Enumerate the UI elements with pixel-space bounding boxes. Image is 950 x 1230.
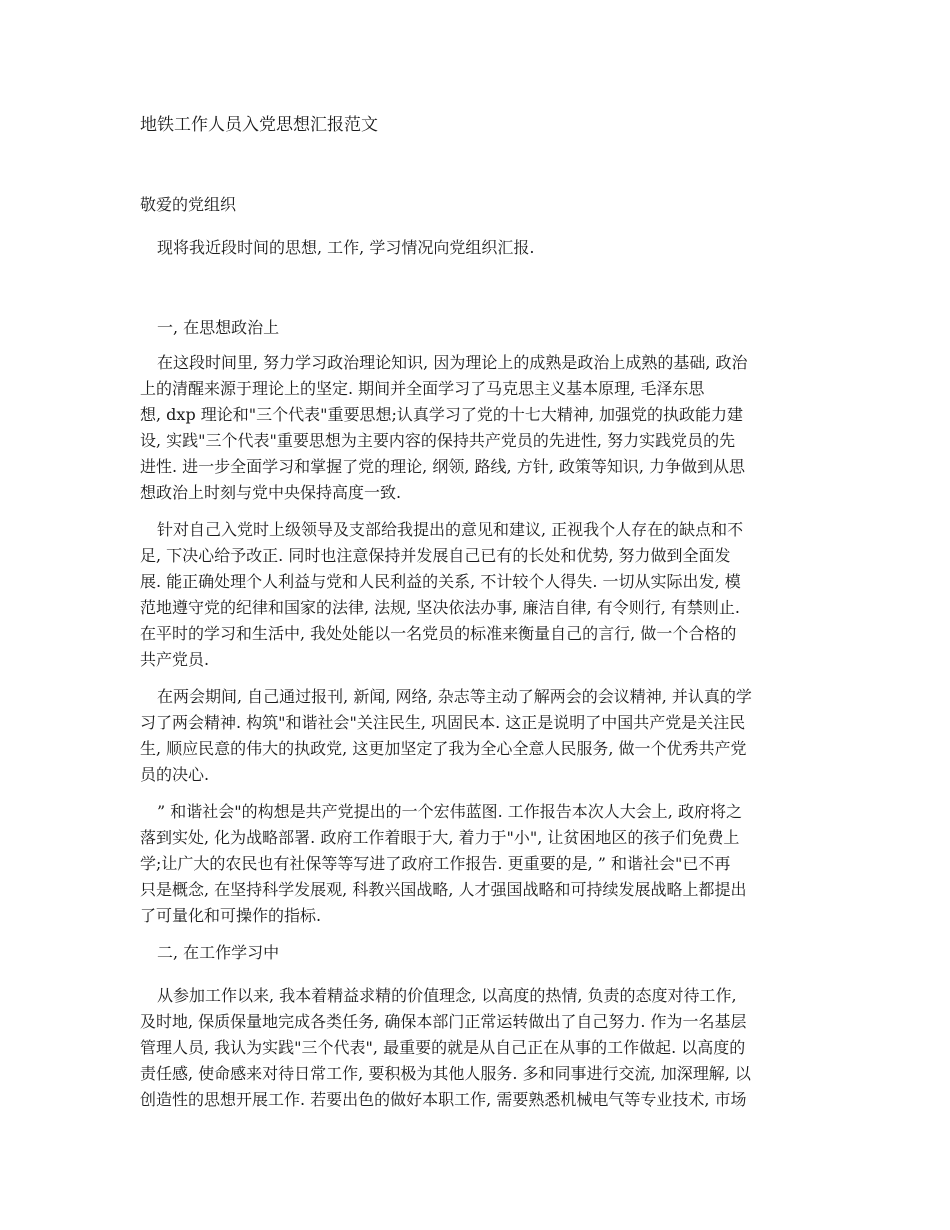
paragraph-line: 了可量化和可操作的指标. (140, 906, 322, 925)
paragraph-line: 上的清醒来源于理论上的坚定. 期间并全面学习了马克思主义基本原理, 毛泽东思 (140, 379, 705, 398)
paragraph-line: 从参加工作以来, 我本着精益求精的价值理念, 以高度的热情, 负责的态度对待工作, (157, 986, 737, 1005)
paragraph-line: 管理人员, 我认为实践"三个代表", 最重要的就是从自己正在从事的工作做起. 以高度的 (140, 1038, 746, 1057)
paragraph-line: 责任感, 使命感来对待日常工作, 要积极为其他人服务. 多和同事进行交流, 加深理解, 以 (140, 1064, 751, 1083)
paragraph-line: 进性. 进一步全面学习和掌握了党的理论, 纲领, 路线, 方针, 政策等知识, 力争做到从思 (140, 457, 746, 476)
paragraph-line: 设, 实践"三个代表"重要思想为主要内容的保持共产党员的先进性, 努力实践党员的先 (140, 431, 736, 450)
paragraph-line: 员的决心. (140, 765, 210, 784)
paragraph-line: 创造性的思想开展工作. 若要出色的做好本职工作, 需要熟悉机械电气等专业技术, 市场 (140, 1090, 747, 1109)
document-title: 地铁工作人员入党思想汇报范文 (140, 115, 378, 135)
paragraph-line: 及时地, 保质保量地完成各类任务, 确保本部门正常运转做出了自己努力. 作为一名基层 (140, 1012, 747, 1031)
paragraph-line: 想, dxp 理论和"三个代表"重要思想;认真学习了党的十七大精神, 加强党的执政能力建 (140, 405, 744, 424)
paragraph-line: 在平时的学习和生活中, 我处处能以一名党员的标准来衡量自己的言行, 做一个合格的 (140, 624, 737, 643)
paragraph-line: 习了两会精神. 构筑"和谐社会"关注民生, 巩固民本. 这正是说明了中国共产党是关注民 (140, 713, 746, 732)
section-heading-2: 二, 在工作学习中 (157, 943, 280, 962)
paragraph-line: 共产党员. (140, 650, 210, 669)
paragraph-line: 足, 下决心给予改正. 同时也注意保持并发展自己已有的长处和优势, 努力做到全面发 (140, 546, 731, 565)
paragraph-line: 展. 能正确处理个人利益与党和人民利益的关系, 不计较个人得失. 一切从实际出发, 模 (140, 572, 741, 591)
paragraph-line: 生, 顺应民意的伟大的执政党, 这更加坚定了我为全心全意人民服务, 做一个优秀共产党 (140, 739, 747, 758)
paragraph-line: 在两会期间, 自己通过报刊, 新闻, 网络, 杂志等主动了解两会的会议精神, 并认真的学 (157, 687, 752, 706)
paragraph-line: 只是概念, 在坚持科学发展观, 科教兴国战略, 人才强国战略和可持续发展战略上都提出 (140, 880, 747, 899)
paragraph-line: 在这段时间里, 努力学习政治理论知识, 因为理论上的成熟是政治上成熟的基础, 政治 (157, 353, 748, 372)
paragraph-line: 针对自己入党时上级领导及支部给我提出的意见和建议, 正视我个人存在的缺点和不 (157, 520, 744, 539)
salutation: 敬爱的党组织 (140, 195, 237, 214)
paragraph-line: ” 和谐社会"的构想是共产党提出的一个宏伟蓝图. 工作报告本次人大会上, 政府将之 (157, 802, 742, 821)
section-heading-1: 一, 在思想政治上 (157, 318, 280, 337)
paragraph-line: 范地遵守党的纪律和国家的法律, 法规, 坚决依法办事, 廉洁自律, 有令则行, 有禁则止. (140, 598, 740, 617)
paragraph-line: 想政治上时刻与党中央保持高度一致. (140, 483, 402, 502)
paragraph-line: 落到实处, 化为战略部署. 政府工作着眼于大, 着力于"小", 让贫困地区的孩子们免费上 (140, 828, 740, 847)
paragraph-line: 学;让广大的农民也有社保等等写进了政府工作报告. 更重要的是, ” 和谐社会"已不再 (140, 854, 731, 873)
intro-line: 现将我近段时间的思想, 工作, 学习情况向党组织汇报. (157, 238, 535, 257)
